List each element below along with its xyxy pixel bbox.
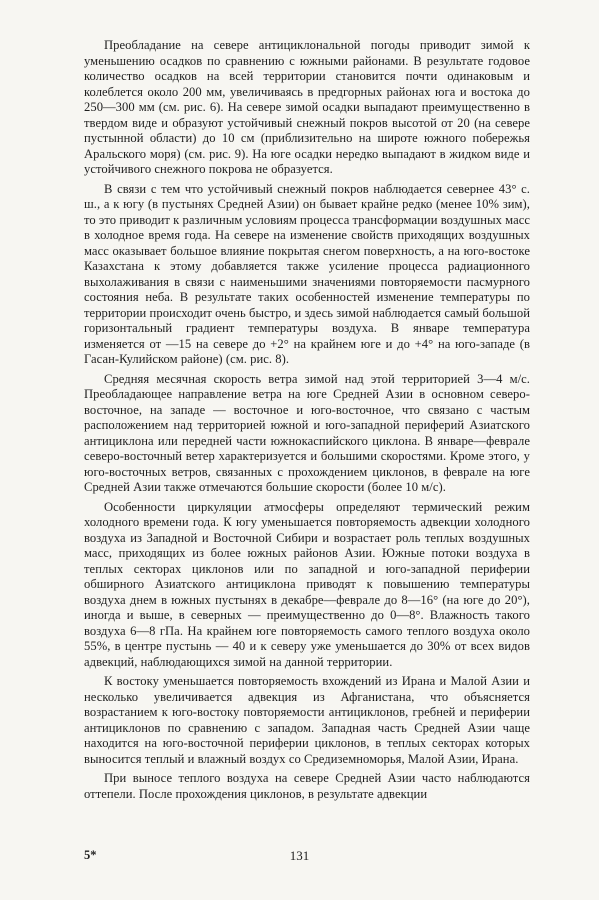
paragraph-6: При выносе теплого воздуха на севере Средней Азии часто наблюдаются оттепели. После прохождения циклонов, в результате адвекции <box>84 771 530 801</box>
paragraph-5: К востоку уменьшается повторяемость вхождений из Ирана и Малой Азии и несколько увеличивается адвекция из Афганистана, что объясняется возрастанием к юго-востоку повторяемости антициклонов, гребней и периферии антициклонов по сравнению с западом. Западная часть Средней Азии чаще находится на юго-восточной периферии циклонов, в теплых секторах которых выносится теплый и влажный воздух со Средиземноморья, Малой Азии, Ирана. <box>84 674 530 766</box>
paragraph-3: Средняя месячная скорость ветра зимой над этой территорией 3—4 м/с. Преобладающее направление ветра на юге Средней Азии в основном северо-восточное, на западе — восточное и юго-восточное, что связано с частым расположением над территорией южной и юго-западной периферий Азиатского антициклона или передней части южнокаспийского циклона. В январе—феврале северо-восточный ветер характеризуется и большими скоростями. Кроме этого, у юго-восточных ветров, связанных с прохождением циклонов, в феврале на юге Средней Азии также отмечаются большие скорости (более 10 м/с). <box>84 371 530 494</box>
page-number: 131 <box>289 848 310 863</box>
paragraph-1: Преобладание на севере антициклональной погоды приводит зимой к уменьшению осадков по сравнению с южными районами. В результате годовое количество осадков на всей территории становится почти одинаковым и колеблется около 200 мм, увеличиваясь в предгорных районах юга и востока до 250—300 мм (см. рис. 6). На севере зимой осадки выпадают преимущественно в твердом виде и образуют устойчивый снежный покров высотой от 20 (на севере пустынной области) до 10 см (приблизительно на широте южного побережья Аральского моря) (см. рис. 9). На юге осадки нередко выпадают в жидком виде и устойчивого снежного покрова не образуется. <box>84 38 530 176</box>
paragraph-4: Особенности циркуляции атмосферы определяют термический режим холодного времени года. К югу уменьшается повторяемость адвекции холодного воздуха из Западной и Восточной Сибири и возрастает роль теплых воздушных масс, приходящих из более южных районов Азии. Южные потоки воздуха в теплых секторах циклонов или по западной и юго-западной периферии обширного Азиатского антициклона приводят к повышению температуры воздуха днем в южных пустынях в декабре—феврале до 8—16° (на юге до 20°), иногда и выше, в северных — преимущественно до 0—8°. Влажность такого воздуха 6—8 гПа. На крайнем юге повторяемость самого теплого воздуха около 55%, в центре пустынь — 40 и к северу уже уменьшается до 30% от всех видов адвекций, наблюдающихся зимой на данной территории. <box>84 499 530 669</box>
paragraph-2: В связи с тем что устойчивый снежный покров наблюдается севернее 43° с. ш., а к югу (в пустынях Средней Азии) он бывает крайне редко (менее 10% зим), то это приводит к различным условиям процесса трансформации воздушных масс в холодное время года. На севере на изменение свойств приходящих воздушных масс оказывает большое влияние покрытая снегом поверхность, а на юго-востоке Казахстана к этому добавляется также усиление процесса радиационного выхолаживания в связи с наименьшими значениями повторяемости пасмурного состояния неба. В результате таких особенностей изменение температуры по территории происходит очень быстро, и здесь зимой наблюдается самый большой горизонтальный градиент температуры воздуха. В январе температура изменяется от —15 на севере до +2° на крайнем юге и до +4° на юго-западе (в Гасан-Кулийском районе) (см. рис. 8). <box>84 181 530 366</box>
body-text <box>84 38 530 806</box>
signature-mark: 5* <box>84 848 97 862</box>
page-footer <box>0 848 599 864</box>
